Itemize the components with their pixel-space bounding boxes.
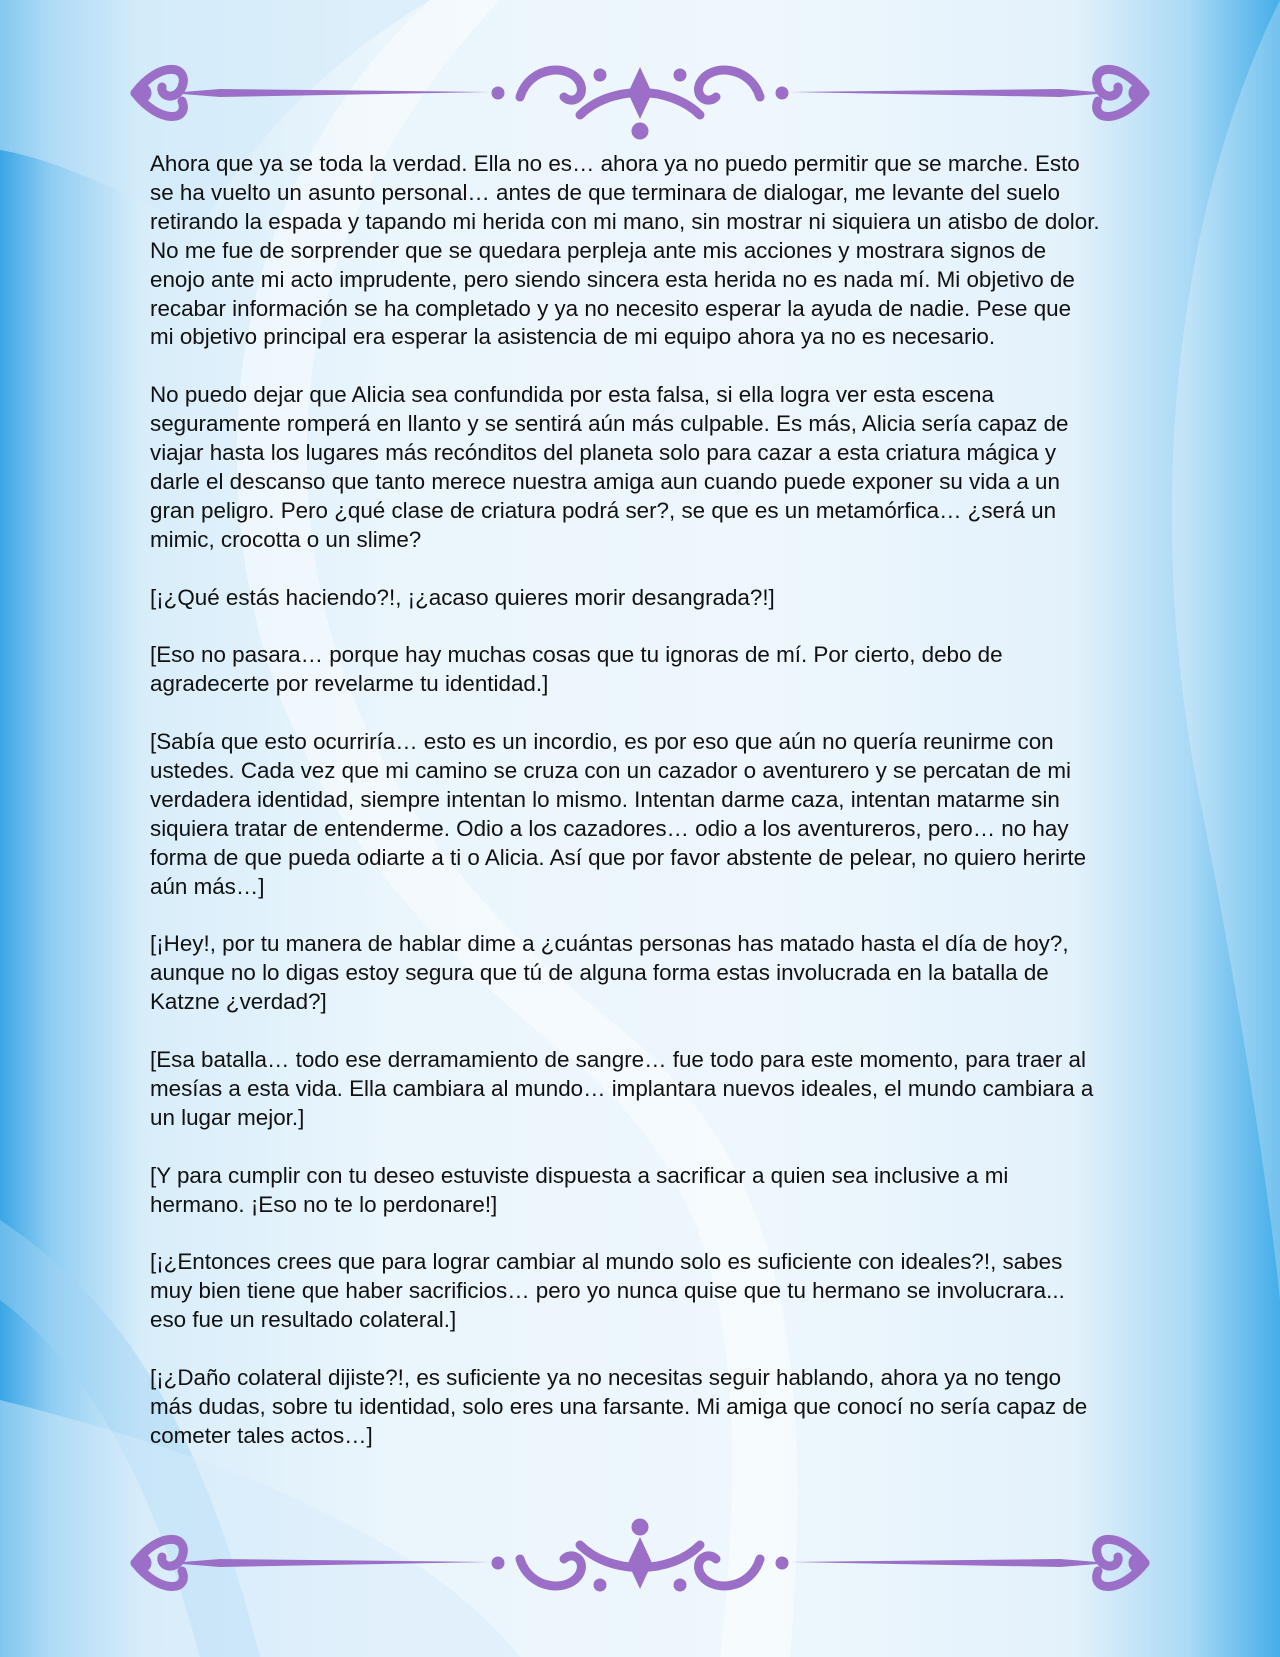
- paragraph: No puedo dejar que Alicia sea confundida por esta falsa, si ella logra ver esta escena seguramente romperá en llanto y se sentirá aún más culpable. Es más, Alicia sería capaz de viajar hasta los lugares más recónditos del planeta solo para cazar a esta criatura mágica y darle el descanso que tanto merece nuestra amiga aun cuando puede exponer su vida a un gran peligro. Pero ¿qué clase de criatura podrá ser?, se que es un metamórfica… ¿será un mimic, crocotta o un slime?: [150, 382, 1069, 552]
- paragraph: Ahora que ya se toda la verdad. Ella no es… ahora ya no puedo permitir que se marche. Esto se ha vuelto un asunto personal… antes de que terminara de dialogar, me levante del suelo retirando la espada y tapando mi herida con mi mano, sin mostrar ni siquiera un atisbo de dolor. No me fue de sorprender que se quedara perpleja ante mis acciones y mostrara signos de enojo ante mi acto imprudente, pero siendo sincera esta herida no es nada mí. Mi objetivo de recabar información se ha completado y ya no necesito esperar la ayuda de nadie. Pese que mi objetivo principal era esperar la asistencia de mi equipo ahora ya no es necesario.: [150, 151, 1100, 350]
- story-text: [150, 150, 1100, 1480]
- top-ornament: [130, 45, 1150, 145]
- dialogue-line: [¡Hey!, por tu manera de hablar dime a ¿cuántas personas has matado hasta el día de hoy?, aunque no lo digas estoy segura que tú de alguna forma estas involucrada en la batalla de Katzne ¿verdad?]: [150, 931, 1069, 1015]
- dialogue-line: [¡¿Daño colateral dijiste?!, es suficiente ya no necesitas seguir hablando, ahora ya no tengo más dudas, sobre tu identidad, solo eres una farsante. Mi amiga que conocí no sería capaz de cometer tales actos…]: [150, 1364, 1088, 1448]
- dialogue-line: [Y para cumplir con tu deseo estuviste dispuesta a sacrificar a quien sea inclusive a mi hermano. ¡Eso no te lo perdonare!]: [150, 1162, 1009, 1217]
- dialogue-line: [Eso no pasara… porque hay muchas cosas que tu ignoras de mí. Por cierto, debo de agradecerte por revelarme tu identidad.]: [150, 642, 1003, 697]
- bottom-ornament: [130, 1515, 1150, 1615]
- dialogue-line: [Sabía que esto ocurriría… esto es un incordio, es por eso que aún no quería reunirme con ustedes. Cada vez que mi camino se cruza con un cazador o aventurero y se percatan de mi verdadera identidad, siempre intentan lo mismo. Intentan darme caza, intentan matarme sin siquiera tratar de entenderme. Odio a los cazadores… odio a los aventureros, pero… no hay forma de que pueda odiarte a ti o Alicia. Así que por favor abstente de pelear, no quiero herirte aún más…]: [150, 729, 1087, 899]
- dialogue-line: [Esa batalla… todo ese derramamiento de sangre… fue todo para este momento, para traer al mesías a esta vida. Ella cambiara al mundo… implantara nuevos ideales, el mundo cambiara a un lugar mejor.]: [150, 1047, 1094, 1130]
- dialogue-line: [¡¿Qué estás haciendo?!, ¡¿acaso quieres morir desangrada?!]: [150, 584, 775, 610]
- dialogue-line: [¡¿Entonces crees que para lograr cambiar al mundo solo es suficiente con ideales?!, sabes muy bien tiene que haber sacrificios… pero yo nunca quise que tu hermano se involucrara... eso fue un resultado colateral.]: [150, 1249, 1065, 1333]
